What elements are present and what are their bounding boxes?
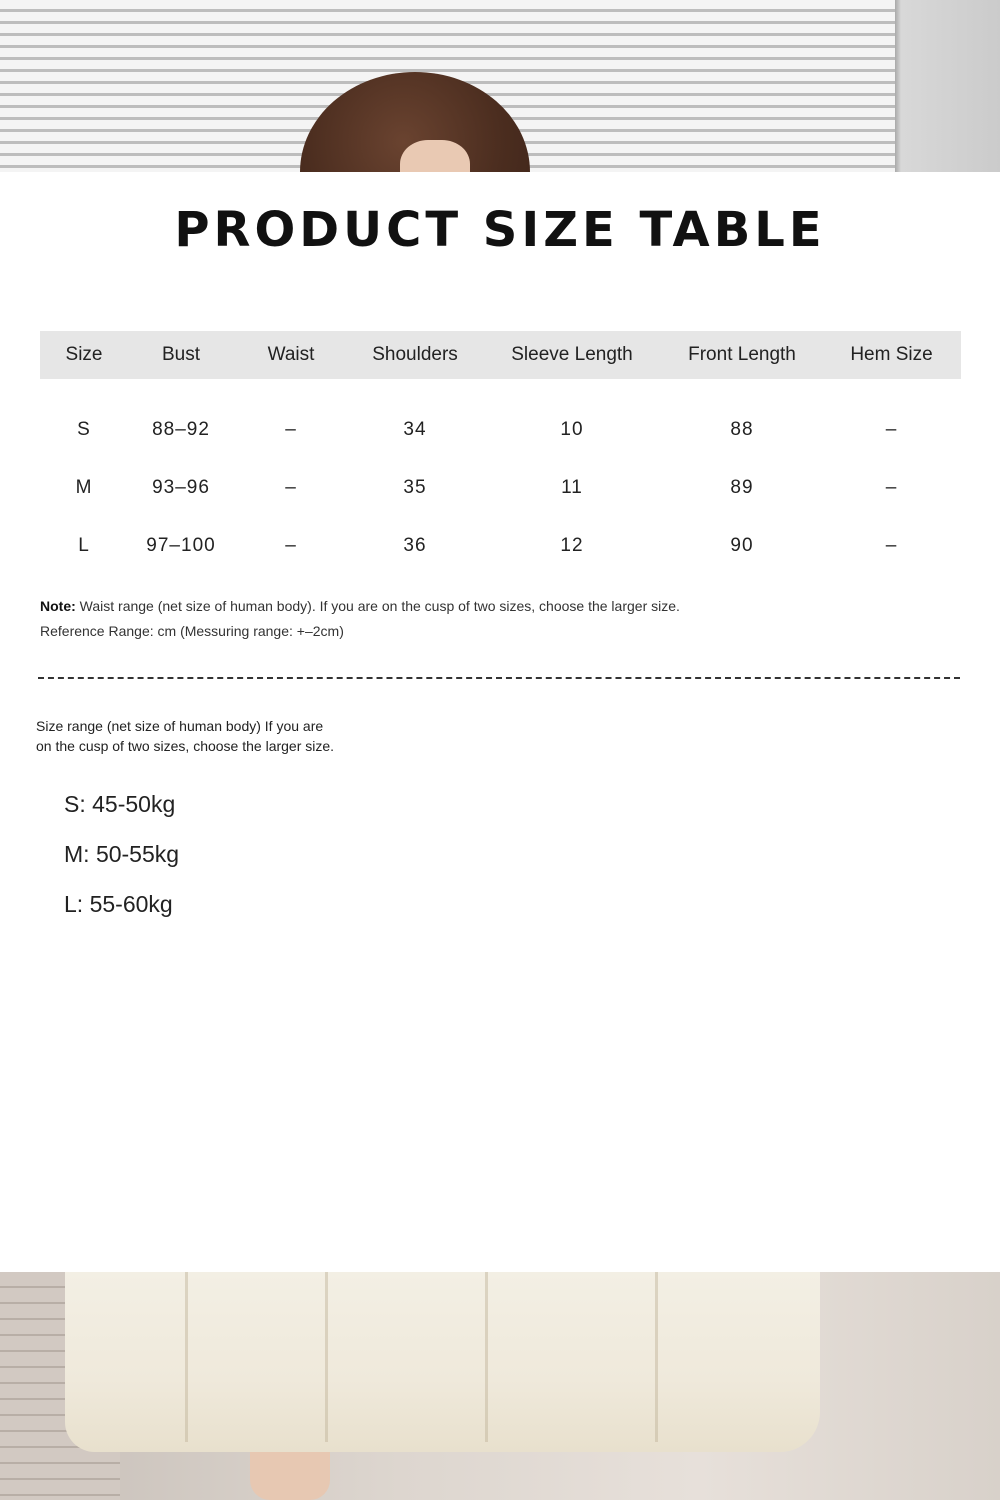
table-cell: – [885,535,898,556]
table-cell: 97–100 [146,535,216,556]
header-waist: Waist [234,331,348,379]
table-cell: S [77,419,91,440]
table-cell: 11 [561,477,583,498]
size-range-line: on the cusp of two sizes, choose the larger size. [36,738,335,754]
size-note [40,594,680,644]
table-cell: 12 [560,535,584,556]
size-range-line: Size range (net size of human body) If you are [36,718,324,734]
header-shoulders: Shoulders [348,331,482,379]
note-text: Waist range (net size of human body). If you are on the cusp of two sizes, choose the larger size. [75,598,680,614]
header-size: Size [40,331,128,379]
table-cell: 36 [403,535,427,556]
dashed-divider [38,677,960,679]
table-cell: 34 [403,419,427,440]
table-cell: M [75,477,93,498]
header-hem-size: Hem Size [822,331,961,379]
header-front-length: Front Length [662,331,822,379]
page-title: PRODUCT SIZE TABLE [174,202,826,258]
table-spacer [40,379,961,401]
weight-list [64,786,179,936]
skirt-fold [485,1272,488,1442]
table-row [40,401,961,459]
weight-item-s: S: 45-50kg [64,791,176,817]
table-cell: 88–92 [152,419,210,440]
table-cell: – [885,477,898,498]
bottom-photo [0,1272,1000,1500]
table-cell: 90 [730,535,754,556]
table-cell: – [285,477,297,498]
weight-item-l: L: 55-60kg [64,891,173,917]
header-sleeve-length: Sleeve Length [482,331,662,379]
top-photo [0,0,1000,172]
size-table [40,331,961,575]
table-cell: – [285,419,297,440]
model-face [400,140,470,172]
table-cell: 89 [730,477,754,498]
window-frame [895,0,1000,172]
table-cell: 93–96 [152,477,210,498]
reference-range: Reference Range: cm (Messuring range: +–2cm) [40,623,344,639]
white-skirt [65,1272,820,1452]
weight-item-m: M: 50-55kg [64,841,180,867]
table-cell: – [885,419,898,440]
header-bust: Bust [128,331,234,379]
table-cell: 88 [730,419,754,440]
size-range-text [36,716,376,756]
skirt-fold [185,1272,188,1442]
model-leg [250,1452,330,1500]
table-cell: – [285,535,297,556]
table-cell: L [78,535,90,556]
table-header-row [40,331,961,379]
note-line [40,594,680,619]
size-card [0,172,1000,1272]
table-cell: 35 [403,477,427,498]
skirt-fold [655,1272,658,1442]
table-row [40,517,961,575]
table-cell: 10 [560,419,584,440]
table-row [40,459,961,517]
note-label: Note: [40,598,76,614]
skirt-fold [325,1272,328,1442]
